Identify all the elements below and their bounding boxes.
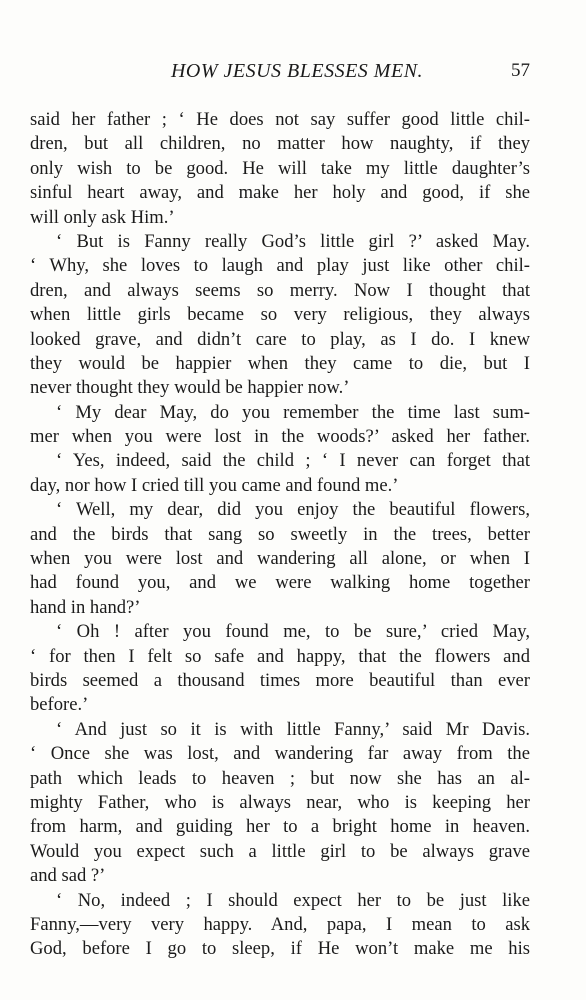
text-line: ‘ My dear May, do you remember the time last sum- (56, 401, 530, 423)
text-line: sinful heart away, and make her holy and good, if she (30, 182, 530, 204)
text-line: only wish to be good. He will take my little daughter’s (30, 157, 530, 179)
page-header (64, 60, 530, 90)
text-line: ‘ Yes, indeed, said the child ; ‘ I never can forget that (56, 450, 530, 472)
text-line: dren, but all children, no matter how naughty, if they (30, 133, 530, 155)
text-line: never thought they would be happier now.’ (30, 377, 350, 399)
page-number: 57 (511, 60, 530, 81)
text-line: they would be happier when they came to die, but I (30, 352, 530, 374)
text-line: had found you, and we were walking home together (30, 572, 530, 594)
text-line: ‘ Well, my dear, did you enjoy the beautiful flowers, (56, 499, 530, 521)
text-line: and sad ?’ (30, 865, 106, 887)
text-line: will only ask Him.’ (30, 206, 175, 228)
text-line: day, nor how I cried till you came and found me.’ (30, 474, 399, 496)
text-line: Would you expect such a little girl to be always grave (30, 840, 530, 862)
text-line: mer when you were lost in the woods?’ asked her father. (30, 426, 530, 448)
text-line: birds seemed a thousand times more beautiful than ever (30, 669, 530, 691)
text-line: and the birds that sang so sweetly in the trees, better (30, 523, 530, 545)
text-line: ‘ Oh ! after you found me, to be sure,’ cried May, (56, 621, 530, 643)
text-line: hand in hand?’ (30, 596, 141, 618)
text-line: ‘ But is Fanny really God’s little girl ?’ asked May. (56, 230, 530, 252)
text-line: ‘ Why, she loves to laugh and play just like other chil- (30, 255, 530, 277)
text-line: dren, and always seems so merry. Now I thought that (30, 279, 530, 301)
text-line: from harm, and guiding her to a bright home in heaven. (30, 816, 530, 838)
running-title: HOW JESUS BLESSES MEN. (170, 60, 424, 82)
text-line: ‘ And just so it is with little Fanny,’ said Mr Davis. (56, 718, 530, 740)
text-line: said her father ; ‘ He does not say suffer good little chil- (30, 109, 530, 130)
text-line: path which leads to heaven ; but now she has an al- (30, 767, 530, 789)
text-line: when you were lost and wandering all alone, or when I (30, 548, 530, 570)
text-line: before.’ (30, 694, 89, 716)
text-line: looked grave, and didn’t care to play, as I do. I knew (30, 328, 530, 350)
text-line: when little girls became so very religious, they always (30, 304, 530, 326)
body-text (30, 108, 530, 962)
text-line: mighty Father, who is always near, who is keeping her (30, 791, 530, 813)
text-line: God, before I go to sleep, if He won’t make me his (30, 938, 530, 960)
text-line: ‘ No, indeed ; I should expect her to be just like (56, 889, 530, 911)
text-line: ‘ Once she was lost, and wandering far away from the (30, 743, 530, 765)
text-line: ‘ for then I felt so safe and happy, that the flowers and (30, 645, 530, 667)
text-line: Fanny,—very very happy. And, papa, I mean to ask (30, 913, 530, 935)
